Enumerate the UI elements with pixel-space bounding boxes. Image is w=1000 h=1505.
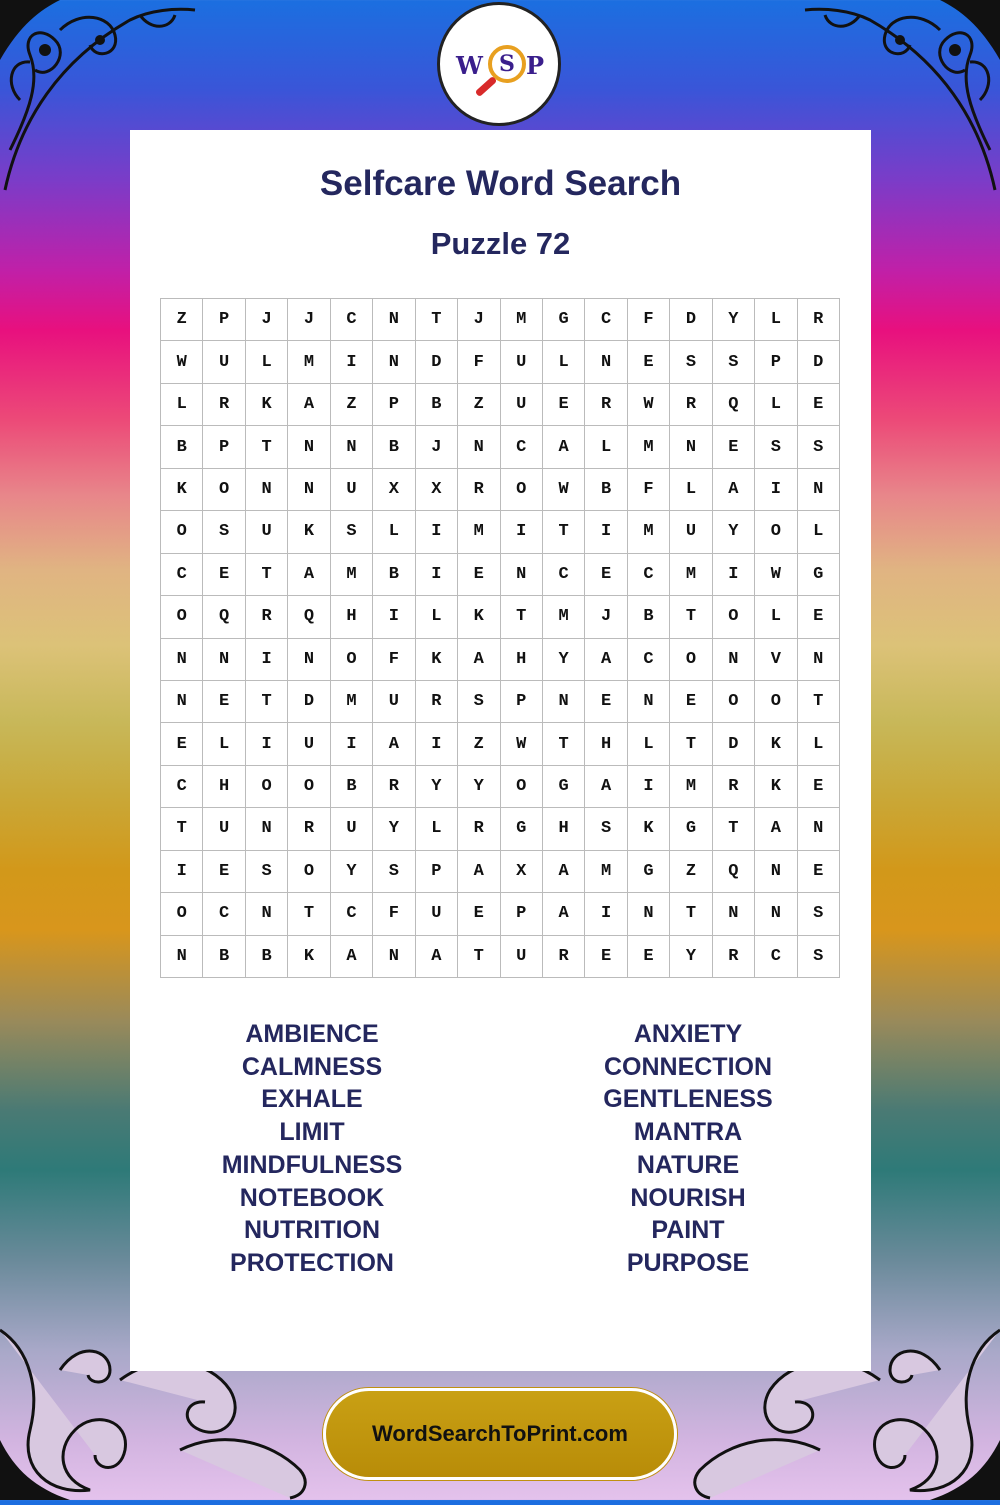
grid-cell[interactable]: P: [501, 893, 543, 935]
grid-cell[interactable]: Q: [203, 596, 245, 638]
grid-cell[interactable]: R: [458, 808, 500, 850]
grid-cell[interactable]: V: [755, 639, 797, 681]
grid-cell[interactable]: P: [203, 299, 245, 341]
grid-cell[interactable]: Y: [713, 511, 755, 553]
grid-cell[interactable]: F: [628, 299, 670, 341]
grid-cell[interactable]: R: [373, 766, 415, 808]
grid-cell[interactable]: P: [755, 341, 797, 383]
grid-cell[interactable]: S: [373, 851, 415, 893]
grid-cell[interactable]: S: [458, 681, 500, 723]
grid-cell[interactable]: T: [246, 426, 288, 468]
grid-cell[interactable]: I: [416, 554, 458, 596]
word-item: NUTRITION: [243, 1216, 381, 1245]
grid-cell[interactable]: R: [288, 808, 330, 850]
grid-cell[interactable]: I: [373, 596, 415, 638]
grid-cell[interactable]: L: [416, 596, 458, 638]
grid-cell[interactable]: M: [628, 426, 670, 468]
grid-cell[interactable]: J: [416, 426, 458, 468]
grid-cell[interactable]: S: [755, 426, 797, 468]
word-item: MANTRA: [633, 1118, 743, 1147]
grid-cell[interactable]: L: [203, 723, 245, 765]
grid-cell[interactable]: Y: [543, 639, 585, 681]
grid-cell[interactable]: E: [161, 723, 203, 765]
grid-cell[interactable]: N: [288, 639, 330, 681]
grid-cell[interactable]: D: [416, 341, 458, 383]
grid-cell[interactable]: E: [713, 426, 755, 468]
grid-cell[interactable]: L: [755, 596, 797, 638]
grid-cell[interactable]: U: [331, 469, 373, 511]
grid-cell[interactable]: O: [203, 469, 245, 511]
grid-cell[interactable]: N: [246, 469, 288, 511]
grid-cell[interactable]: M: [543, 596, 585, 638]
grid-cell[interactable]: M: [331, 554, 373, 596]
grid-cell[interactable]: B: [203, 936, 245, 978]
grid-cell[interactable]: I: [416, 511, 458, 553]
word-list-left: [132, 1018, 492, 1280]
grid-cell[interactable]: A: [416, 936, 458, 978]
grid-cell[interactable]: Z: [161, 299, 203, 341]
grid-cell[interactable]: K: [755, 723, 797, 765]
grid-cell[interactable]: I: [713, 554, 755, 596]
grid-cell[interactable]: K: [755, 766, 797, 808]
logo-letter-w: W: [456, 51, 483, 80]
grid-cell[interactable]: N: [161, 681, 203, 723]
grid-cell[interactable]: N: [373, 299, 415, 341]
grid-cell[interactable]: I: [585, 893, 627, 935]
grid-cell[interactable]: N: [798, 639, 840, 681]
grid-cell[interactable]: U: [373, 681, 415, 723]
grid-cell[interactable]: N: [246, 808, 288, 850]
grid-cell[interactable]: N: [246, 893, 288, 935]
grid-cell[interactable]: G: [543, 766, 585, 808]
grid-cell[interactable]: E: [798, 384, 840, 426]
grid-cell[interactable]: R: [246, 596, 288, 638]
grid-cell[interactable]: T: [670, 893, 712, 935]
grid-cell[interactable]: S: [798, 936, 840, 978]
grid-cell[interactable]: O: [288, 766, 330, 808]
word-item: PURPOSE: [626, 1248, 750, 1277]
grid-cell[interactable]: N: [203, 639, 245, 681]
grid-cell[interactable]: B: [161, 426, 203, 468]
grid-cell[interactable]: C: [331, 893, 373, 935]
grid-cell[interactable]: E: [670, 681, 712, 723]
grid-cell[interactable]: S: [246, 851, 288, 893]
grid-cell[interactable]: R: [798, 299, 840, 341]
grid-cell[interactable]: I: [628, 766, 670, 808]
grid-cell[interactable]: A: [288, 554, 330, 596]
grid-cell[interactable]: C: [331, 299, 373, 341]
grid-cell[interactable]: D: [713, 723, 755, 765]
grid-cell[interactable]: J: [585, 596, 627, 638]
grid-cell[interactable]: T: [288, 893, 330, 935]
grid-cell[interactable]: S: [203, 511, 245, 553]
grid-cell[interactable]: B: [331, 766, 373, 808]
grid-cell[interactable]: E: [458, 893, 500, 935]
grid-cell[interactable]: Z: [331, 384, 373, 426]
grid-cell[interactable]: L: [246, 341, 288, 383]
grid-cell[interactable]: I: [501, 511, 543, 553]
grid-cell[interactable]: O: [161, 596, 203, 638]
grid-cell[interactable]: A: [585, 639, 627, 681]
grid-cell[interactable]: M: [670, 554, 712, 596]
grid-cell[interactable]: C: [585, 299, 627, 341]
grid-cell[interactable]: N: [713, 893, 755, 935]
puzzle-number: Puzzle 72: [430, 226, 571, 261]
grid-cell[interactable]: L: [161, 384, 203, 426]
grid-cell[interactable]: D: [288, 681, 330, 723]
grid-cell[interactable]: E: [203, 681, 245, 723]
grid-cell[interactable]: U: [246, 511, 288, 553]
grid-cell[interactable]: E: [798, 766, 840, 808]
word-item: CALMNESS: [241, 1052, 383, 1081]
grid-cell[interactable]: U: [501, 384, 543, 426]
grid-cell[interactable]: W: [755, 554, 797, 596]
grid-cell[interactable]: G: [501, 808, 543, 850]
grid-cell[interactable]: F: [458, 341, 500, 383]
word-list-right: [508, 1018, 868, 1280]
grid-cell[interactable]: K: [416, 639, 458, 681]
grid-cell[interactable]: I: [755, 469, 797, 511]
grid-cell[interactable]: A: [373, 723, 415, 765]
grid-cell[interactable]: F: [373, 639, 415, 681]
grid-cell[interactable]: T: [670, 723, 712, 765]
grid-cell[interactable]: W: [543, 469, 585, 511]
grid-cell[interactable]: T: [670, 596, 712, 638]
grid-cell[interactable]: P: [501, 681, 543, 723]
grid-cell[interactable]: S: [670, 341, 712, 383]
grid-cell[interactable]: X: [416, 469, 458, 511]
grid-cell[interactable]: Y: [416, 766, 458, 808]
grid-cell[interactable]: B: [416, 384, 458, 426]
page-title: Selfcare Word Search: [319, 164, 682, 203]
grid-cell[interactable]: G: [798, 554, 840, 596]
grid-cell[interactable]: N: [161, 936, 203, 978]
grid-cell[interactable]: A: [713, 469, 755, 511]
grid-cell[interactable]: U: [203, 808, 245, 850]
grid-cell[interactable]: O: [331, 639, 373, 681]
grid-cell[interactable]: N: [798, 469, 840, 511]
grid-cell[interactable]: A: [543, 426, 585, 468]
grid-cell[interactable]: H: [331, 596, 373, 638]
grid-cell[interactable]: B: [585, 469, 627, 511]
grid-cell[interactable]: N: [331, 426, 373, 468]
word-item: ANXIETY: [633, 1020, 743, 1048]
word-item: NOURISH: [630, 1183, 746, 1212]
grid-cell[interactable]: N: [288, 469, 330, 511]
grid-cell[interactable]: H: [203, 766, 245, 808]
website-link-text: WordSearchToPrint.com: [372, 1421, 628, 1446]
grid-cell[interactable]: F: [628, 469, 670, 511]
grid-cell[interactable]: B: [373, 554, 415, 596]
grid-cell[interactable]: R: [713, 936, 755, 978]
grid-cell[interactable]: A: [288, 384, 330, 426]
grid-cell[interactable]: W: [501, 723, 543, 765]
grid-cell[interactable]: O: [288, 851, 330, 893]
grid-cell[interactable]: Q: [713, 851, 755, 893]
grid-cell[interactable]: I: [246, 723, 288, 765]
grid-cell[interactable]: N: [543, 681, 585, 723]
grid-cell[interactable]: T: [246, 554, 288, 596]
grid-cell[interactable]: K: [628, 808, 670, 850]
grid-cell[interactable]: T: [416, 299, 458, 341]
grid-cell[interactable]: U: [331, 808, 373, 850]
grid-cell[interactable]: K: [458, 596, 500, 638]
grid-cell[interactable]: L: [543, 341, 585, 383]
grid-cell[interactable]: C: [161, 554, 203, 596]
grid-cell[interactable]: H: [585, 723, 627, 765]
grid-cell[interactable]: N: [628, 681, 670, 723]
word-item: PROTECTION: [230, 1248, 394, 1277]
grid-cell[interactable]: U: [670, 511, 712, 553]
word-item: PAINT: [651, 1216, 725, 1245]
grid-cell[interactable]: A: [458, 851, 500, 893]
grid-cell[interactable]: R: [543, 936, 585, 978]
grid-cell[interactable]: T: [543, 723, 585, 765]
grid-cell[interactable]: E: [798, 596, 840, 638]
grid-cell[interactable]: I: [331, 723, 373, 765]
grid-cell[interactable]: C: [501, 426, 543, 468]
grid-cell[interactable]: T: [501, 596, 543, 638]
grid-cell[interactable]: G: [543, 299, 585, 341]
grid-cell[interactable]: Z: [670, 851, 712, 893]
grid-cell[interactable]: E: [203, 554, 245, 596]
word-item: EXHALE: [261, 1085, 363, 1114]
grid-cell[interactable]: U: [501, 341, 543, 383]
grid-cell[interactable]: Q: [713, 384, 755, 426]
letter-grid: [160, 298, 840, 978]
grid-cell[interactable]: M: [288, 341, 330, 383]
grid-cell[interactable]: K: [288, 511, 330, 553]
website-link-button[interactable]: [323, 1388, 677, 1480]
grid-cell[interactable]: R: [670, 384, 712, 426]
logo-letter-p: P: [526, 51, 545, 80]
grid-cell[interactable]: K: [161, 469, 203, 511]
grid-cell[interactable]: S: [331, 511, 373, 553]
grid-cell[interactable]: Y: [670, 936, 712, 978]
word-item: NOTEBOOK: [239, 1183, 385, 1212]
grid-cell[interactable]: I: [416, 723, 458, 765]
puzzle-card: [130, 130, 871, 1371]
grid-cell[interactable]: O: [501, 469, 543, 511]
word-item: LIMIT: [279, 1118, 345, 1147]
grid-cell[interactable]: W: [628, 384, 670, 426]
grid-cell[interactable]: N: [628, 893, 670, 935]
word-item: GENTLENESS: [603, 1085, 773, 1114]
grid-cell[interactable]: N: [373, 936, 415, 978]
grid-cell[interactable]: E: [628, 341, 670, 383]
grid-cell[interactable]: E: [628, 936, 670, 978]
grid-cell[interactable]: O: [161, 511, 203, 553]
grid-cell[interactable]: U: [416, 893, 458, 935]
grid-cell[interactable]: M: [331, 681, 373, 723]
grid-cell[interactable]: I: [585, 511, 627, 553]
grid-cell[interactable]: N: [288, 426, 330, 468]
grid-cell[interactable]: N: [755, 851, 797, 893]
grid-cell[interactable]: J: [288, 299, 330, 341]
grid-cell[interactable]: K: [246, 384, 288, 426]
grid-cell[interactable]: L: [755, 299, 797, 341]
grid-cell[interactable]: M: [670, 766, 712, 808]
grid-cell[interactable]: L: [798, 511, 840, 553]
grid-cell[interactable]: K: [288, 936, 330, 978]
grid-cell[interactable]: C: [628, 554, 670, 596]
grid-cell[interactable]: F: [373, 893, 415, 935]
grid-cell[interactable]: Y: [713, 299, 755, 341]
grid-cell[interactable]: H: [543, 808, 585, 850]
grid-cell[interactable]: C: [543, 554, 585, 596]
grid-cell[interactable]: I: [161, 851, 203, 893]
grid-cell[interactable]: N: [161, 639, 203, 681]
grid-cell[interactable]: A: [458, 639, 500, 681]
grid-cell[interactable]: T: [543, 511, 585, 553]
grid-cell[interactable]: J: [458, 299, 500, 341]
grid-cell[interactable]: R: [713, 766, 755, 808]
grid-cell[interactable]: O: [161, 893, 203, 935]
grid-cell[interactable]: C: [755, 936, 797, 978]
grid-cell[interactable]: G: [670, 808, 712, 850]
grid-cell[interactable]: R: [416, 681, 458, 723]
grid-cell[interactable]: D: [670, 299, 712, 341]
grid-cell[interactable]: C: [203, 893, 245, 935]
grid-cell[interactable]: O: [501, 766, 543, 808]
grid-cell[interactable]: E: [798, 851, 840, 893]
grid-cell[interactable]: L: [628, 723, 670, 765]
grid-cell[interactable]: Z: [458, 723, 500, 765]
grid-cell[interactable]: Z: [458, 384, 500, 426]
grid-cell[interactable]: E: [585, 554, 627, 596]
grid-cell[interactable]: P: [203, 426, 245, 468]
grid-cell[interactable]: S: [585, 808, 627, 850]
grid-cell[interactable]: I: [331, 341, 373, 383]
grid-cell[interactable]: O: [713, 596, 755, 638]
grid-cell[interactable]: C: [628, 639, 670, 681]
grid-cell[interactable]: T: [246, 681, 288, 723]
grid-cell[interactable]: A: [331, 936, 373, 978]
grid-cell[interactable]: T: [713, 808, 755, 850]
grid-cell[interactable]: D: [798, 341, 840, 383]
word-item: NATURE: [636, 1150, 740, 1179]
word-item: CONNECTION: [603, 1052, 773, 1081]
grid-cell[interactable]: L: [670, 469, 712, 511]
grid-cell[interactable]: O: [755, 511, 797, 553]
grid-cell[interactable]: S: [713, 341, 755, 383]
grid-cell[interactable]: M: [458, 511, 500, 553]
grid-cell[interactable]: R: [585, 384, 627, 426]
grid-cell[interactable]: L: [416, 808, 458, 850]
grid-cell[interactable]: A: [585, 766, 627, 808]
grid-cell[interactable]: N: [755, 893, 797, 935]
grid-cell[interactable]: U: [288, 723, 330, 765]
grid-cell[interactable]: B: [373, 426, 415, 468]
grid-cell[interactable]: L: [585, 426, 627, 468]
grid-cell[interactable]: N: [713, 639, 755, 681]
grid-cell[interactable]: E: [203, 851, 245, 893]
grid-cell[interactable]: O: [246, 766, 288, 808]
grid-cell[interactable]: R: [203, 384, 245, 426]
grid-cell[interactable]: B: [246, 936, 288, 978]
site-logo[interactable]: [437, 2, 561, 126]
grid-cell[interactable]: N: [670, 426, 712, 468]
grid-cell[interactable]: C: [161, 766, 203, 808]
grid-cell[interactable]: P: [416, 851, 458, 893]
grid-cell[interactable]: Y: [331, 851, 373, 893]
grid-cell[interactable]: N: [458, 426, 500, 468]
grid-cell[interactable]: E: [585, 681, 627, 723]
grid-cell[interactable]: L: [798, 723, 840, 765]
grid-cell[interactable]: E: [543, 384, 585, 426]
grid-cell[interactable]: L: [755, 384, 797, 426]
grid-cell[interactable]: M: [501, 299, 543, 341]
grid-cell[interactable]: P: [373, 384, 415, 426]
grid-cell[interactable]: R: [458, 469, 500, 511]
grid-cell[interactable]: A: [543, 893, 585, 935]
grid-cell[interactable]: A: [755, 808, 797, 850]
grid-cell[interactable]: O: [670, 639, 712, 681]
grid-cell[interactable]: T: [798, 681, 840, 723]
grid-cell[interactable]: M: [585, 851, 627, 893]
grid-cell[interactable]: G: [628, 851, 670, 893]
grid-cell[interactable]: T: [161, 808, 203, 850]
grid-cell[interactable]: Q: [288, 596, 330, 638]
grid-cell[interactable]: E: [458, 554, 500, 596]
grid-cell[interactable]: U: [501, 936, 543, 978]
grid-cell[interactable]: O: [755, 681, 797, 723]
logo-letter-s: S: [499, 51, 515, 77]
grid-cell[interactable]: M: [628, 511, 670, 553]
grid-cell[interactable]: A: [543, 851, 585, 893]
grid-cell[interactable]: H: [501, 639, 543, 681]
word-item: MINDFULNESS: [221, 1150, 403, 1179]
grid-cell[interactable]: Y: [458, 766, 500, 808]
grid-cell[interactable]: W: [161, 341, 203, 383]
grid-cell[interactable]: S: [798, 893, 840, 935]
grid-cell[interactable]: U: [203, 341, 245, 383]
grid-cell[interactable]: O: [713, 681, 755, 723]
word-item: AMBIENCE: [245, 1020, 379, 1048]
grid-cell[interactable]: X: [373, 469, 415, 511]
grid-cell[interactable]: N: [798, 808, 840, 850]
grid-cell[interactable]: I: [246, 639, 288, 681]
grid-cell[interactable]: S: [798, 426, 840, 468]
grid-cell[interactable]: B: [628, 596, 670, 638]
grid-cell[interactable]: X: [501, 851, 543, 893]
grid-cell[interactable]: Y: [373, 808, 415, 850]
grid-cell[interactable]: T: [458, 936, 500, 978]
grid-cell[interactable]: N: [501, 554, 543, 596]
grid-cell[interactable]: N: [373, 341, 415, 383]
grid-cell[interactable]: E: [585, 936, 627, 978]
grid-cell[interactable]: N: [585, 341, 627, 383]
grid-cell[interactable]: L: [373, 511, 415, 553]
grid-cell[interactable]: J: [246, 299, 288, 341]
